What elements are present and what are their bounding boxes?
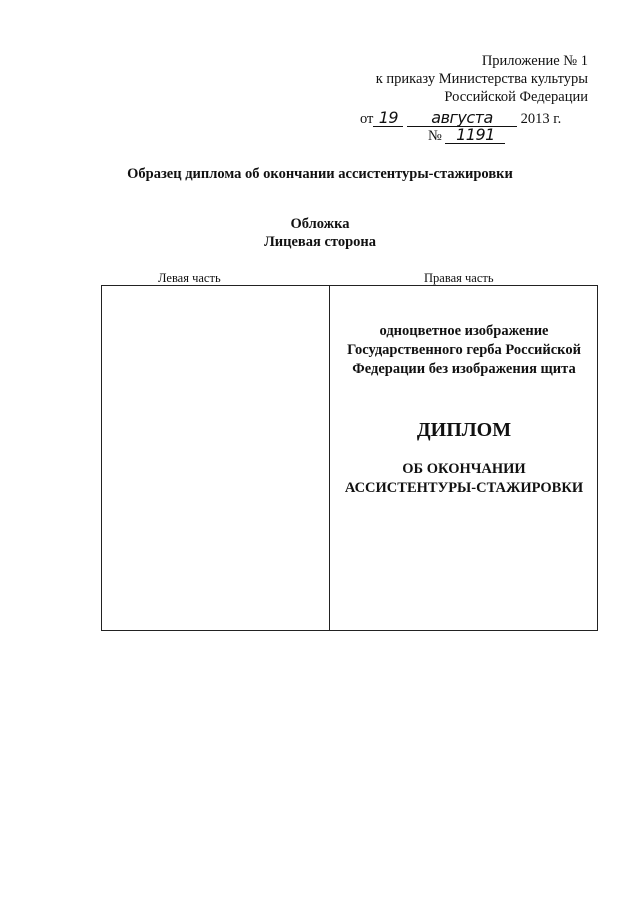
document-header bbox=[288, 52, 588, 106]
emblem-line-3: Федерации без изображения щита bbox=[352, 361, 576, 377]
date-month: августа bbox=[407, 110, 517, 127]
number-value: 1191 bbox=[445, 127, 505, 144]
document-title: Образец диплома об окончании ассистентуры-стажировки bbox=[127, 166, 513, 182]
diploma-line-2: АССИСТЕНТУРЫ-СТАЖИРОВКИ bbox=[344, 480, 584, 496]
diploma-line-1: ОБ ОКОНЧАНИИ bbox=[402, 461, 526, 477]
cover-heading: Обложка bbox=[290, 216, 350, 232]
order-number bbox=[428, 127, 505, 145]
ministry-line: Российской Федерации bbox=[444, 89, 588, 105]
appendix-label: Приложение № 1 bbox=[481, 53, 588, 69]
number-prefix: № bbox=[428, 128, 442, 144]
date-year: 2013 г. bbox=[520, 111, 562, 127]
emblem-line-1: одноцветное изображение bbox=[379, 323, 549, 339]
cover-subheading: Лицевая сторона bbox=[263, 234, 377, 250]
emblem-description bbox=[330, 322, 598, 379]
cover-right-panel bbox=[330, 285, 598, 631]
diploma-word: ДИПЛОМ bbox=[416, 419, 512, 441]
emblem-line-2: Государственного герба Российской bbox=[347, 342, 581, 358]
diploma-subtitle bbox=[330, 460, 598, 498]
left-part-label: Левая часть bbox=[158, 271, 221, 285]
order-line: к приказу Министерства культуры bbox=[375, 71, 588, 87]
date-prefix: от bbox=[360, 111, 374, 127]
right-part-label: Правая часть bbox=[424, 271, 494, 285]
date-day: 19 bbox=[373, 110, 403, 127]
